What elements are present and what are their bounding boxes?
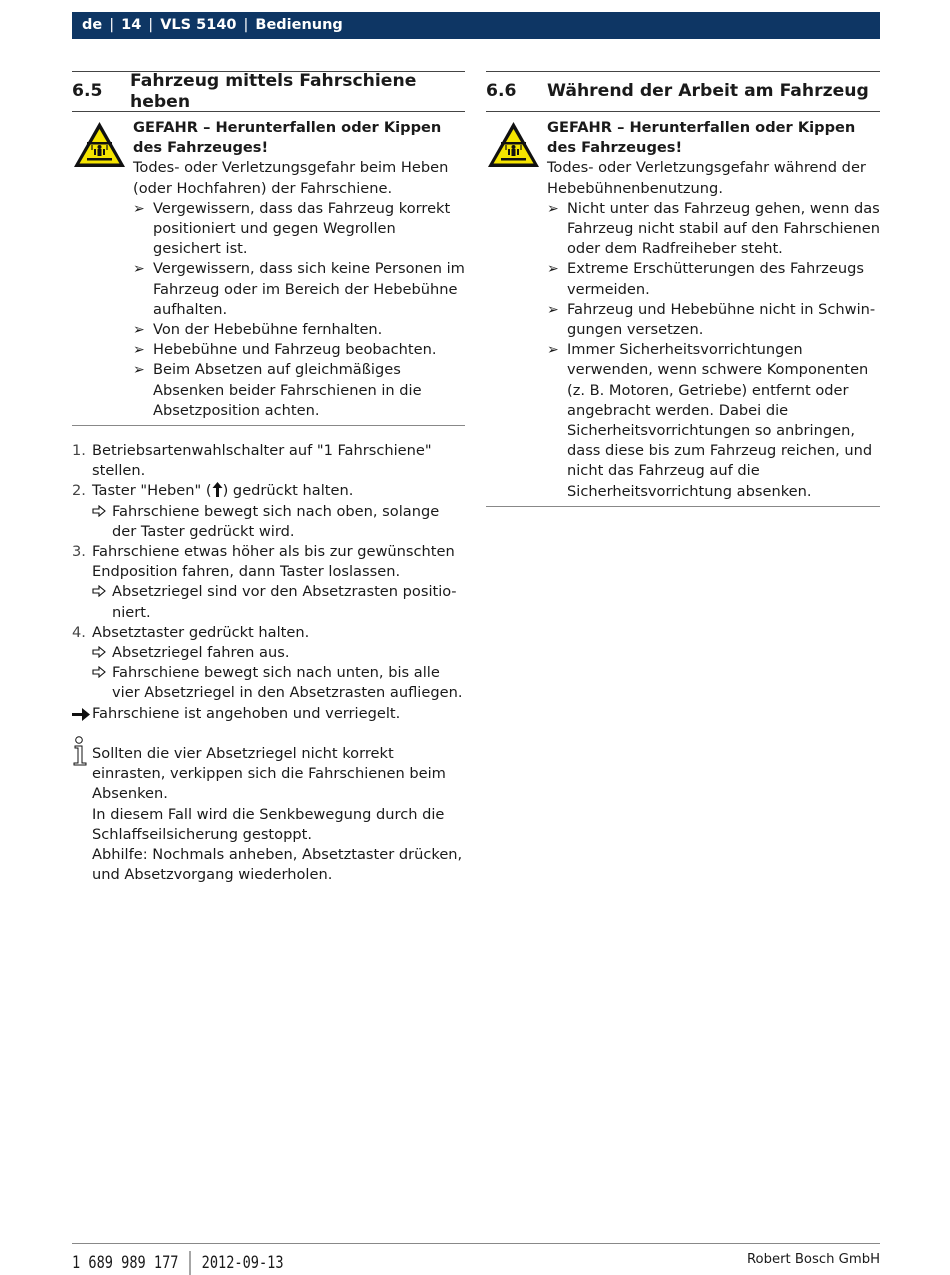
- section-heading: [72, 71, 465, 112]
- section-title: Während der Arbeit am Fahrzeug: [547, 81, 869, 102]
- step-item: [72, 542, 465, 623]
- list-item: ➢ Immer Sicherheitsvorrichtungen verwenden, wenn schwere Komponenten (z. B. Motoren, Getriebe) entfernt oder angebracht werden. Dabei die Sicherheitsvorrichtungen so anbringen, dass diese bis zum Fahrzeug reichen, und nicht das Fahrzeug auf die Sicherheitsvorrichtung absenken.: [547, 341, 873, 500]
- result-arrow-icon: [92, 646, 106, 658]
- arrowhead-bullet-icon: ➢: [547, 301, 559, 318]
- step-text: Fahrschiene etwas höher als bis zur gewünschten Endposition fahren, dann Taster loslassen.: [92, 543, 455, 581]
- footer-doc-info: [72, 1251, 284, 1275]
- crush-hazard-warning-icon: [486, 120, 541, 170]
- warning-title: GEFAHR – Herunterfallen oder Kippen des Fahrzeuges!: [547, 119, 856, 157]
- list-item: ➢ Nicht unter das Fahrzeug gehen, wenn das Fahrzeug nicht stabil auf den Fahrschienen oder dem Radfreiheber steht.: [547, 199, 880, 258]
- arrowhead-bullet-icon: ➢: [133, 362, 145, 379]
- list-item: ➢ Fahrzeug und Hebebühne nicht in Schwingungen versetzen.: [547, 300, 876, 339]
- section-heading: [486, 71, 880, 112]
- list-item: ➢ Vergewissern, dass sich keine Personen im Fahrzeug oder im Bereich der Hebebühne aufhalten.: [133, 260, 465, 318]
- section-number: 6.5: [72, 81, 103, 102]
- list-item: ➢ Beim Absetzen auf gleichmäßiges Absenken beider Fahrschienen in die Absetzposition achten.: [133, 361, 422, 419]
- arrowhead-bullet-icon: ➢: [547, 200, 559, 217]
- step-text: Absetztaster gedrückt halten.: [92, 623, 310, 641]
- danger-warning: [486, 112, 880, 507]
- arrowhead-bullet-icon: ➢: [133, 322, 145, 339]
- footer-divider: [72, 1243, 880, 1244]
- step-item: [72, 623, 465, 704]
- step-number: 3.: [72, 543, 86, 561]
- list-item: ➢ Hebebühne und Fahrzeug beobachten.: [133, 340, 465, 360]
- final-result: Fahrschiene ist angehoben und verriegelt.: [72, 704, 465, 724]
- arrowhead-bullet-icon: ➢: [133, 342, 145, 359]
- result-arrow-icon: [92, 585, 106, 597]
- header-page-number: 14: [121, 17, 142, 33]
- result-item: Fahrschiene bewegt sich nach oben, solange der Taster gedrückt wird.: [92, 502, 465, 542]
- result-arrow-icon: [92, 666, 106, 678]
- warning-instructions: [133, 199, 465, 421]
- list-item: ➢ Extreme Erschütterungen des Fahrzeugs vermeiden.: [547, 260, 864, 298]
- warning-text: Todes- oder Verletzungsgefahr während der Hebebühnenbenutzung.: [547, 159, 866, 197]
- company-name: Robert Bosch GmbH: [746, 1252, 880, 1267]
- danger-warning: [72, 112, 465, 426]
- result-item: Absetzriegel fahren aus.: [92, 643, 465, 663]
- section-title: Fahrzeug mittels Fahrschiene heben: [129, 71, 417, 112]
- up-arrow-icon: [212, 482, 223, 497]
- procedure-steps: [72, 441, 465, 704]
- step-item: [72, 481, 465, 542]
- note-text: Sollten die vier Absetzriegel nicht korrekt einrasten, verkippen sich die Fahrschienen beim Absenken.: [92, 744, 446, 803]
- note-text: In diesem Fall wird die Senkbewegung durch die Schlaffseilsicherung gestoppt.: [92, 805, 445, 843]
- arrowhead-bullet-icon: ➢: [547, 342, 559, 359]
- step-number: 4.: [72, 623, 86, 641]
- crush-hazard-warning-icon: [72, 120, 127, 170]
- result-item: Absetzriegel sind vor den Absetzrasten positioniert.: [92, 582, 465, 622]
- arrowhead-bullet-icon: ➢: [133, 261, 145, 278]
- section-6-5: [72, 71, 465, 885]
- warning-text: Todes- oder Verletzungsgefahr beim Heben (oder Hochfahren) der Fahrschiene.: [133, 159, 449, 197]
- list-item: ➢ Vergewissern, dass das Fahrzeug korrekt positioniert und gegen Wegrollen gesichert ist.: [133, 199, 451, 258]
- section-number: 6.6: [486, 81, 517, 102]
- header-section: Bedienung: [255, 17, 343, 33]
- step-number: 2.: [72, 482, 86, 500]
- step-results: [92, 502, 465, 542]
- step-results: [92, 582, 465, 622]
- page-header: de | 14 | VLS 5140 | Bedienung: [72, 12, 880, 39]
- step-results: [92, 643, 465, 704]
- warning-title: GEFAHR – Herunterfallen oder Kippen des Fahrzeuges!: [133, 119, 442, 157]
- list-item: ➢ Von der Hebebühne fernhalten.: [133, 320, 465, 340]
- warning-instructions: [547, 199, 880, 502]
- result-item: Fahrschiene bewegt sich nach unten, bis alle vier Absetzriegel in den Absetzrasten aufliegen.: [92, 663, 465, 703]
- info-icon: [72, 736, 88, 766]
- doc-date: 2012-09-13: [201, 1253, 284, 1273]
- result-arrow-icon: [92, 505, 106, 517]
- section-6-6: [486, 71, 880, 507]
- header-model: VLS 5140: [160, 17, 237, 33]
- note-text: Abhilfe: Nochmals anheben, Absetztaster drücken, und Absetzvorgang wiederholen.: [92, 845, 463, 884]
- final-result-arrow-icon: [72, 708, 90, 721]
- header-language: de: [82, 17, 103, 33]
- footer-separator: [190, 1251, 191, 1275]
- arrowhead-bullet-icon: ➢: [133, 200, 145, 217]
- info-note: [72, 744, 465, 885]
- step-text: Taster "Heben" ( ) gedrückt halten.: [92, 482, 354, 500]
- doc-number: 1 689 989 177: [72, 1253, 179, 1273]
- step-number: 1.: [72, 442, 86, 460]
- step-item: [72, 441, 465, 481]
- arrowhead-bullet-icon: ➢: [547, 261, 559, 278]
- step-text: Betriebsartenwahlschalter auf "1 Fahrschiene" stellen.: [92, 442, 432, 480]
